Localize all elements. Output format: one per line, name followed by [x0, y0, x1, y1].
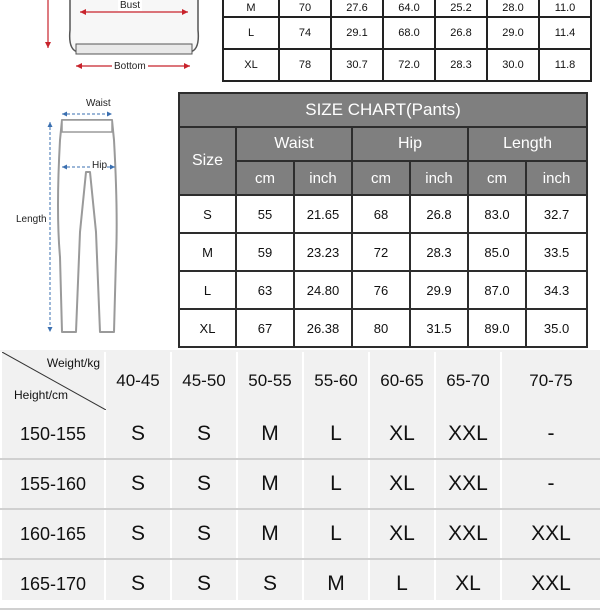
- size-cell: S: [105, 410, 171, 459]
- size-cell: L: [303, 459, 369, 509]
- size-cell: XL: [369, 509, 435, 559]
- bottom-label: Bottom: [114, 61, 146, 72]
- table-row: [179, 309, 587, 347]
- height-label: Height/cm: [14, 388, 69, 402]
- size-cell: S: [171, 459, 237, 509]
- value-cell: 63: [236, 271, 294, 309]
- unit-header: cm: [352, 161, 410, 195]
- value-cell: 89.0: [468, 309, 526, 347]
- value-cell: 68: [352, 195, 410, 233]
- table-row: [179, 271, 587, 309]
- weight-range-header: 65-70: [435, 352, 501, 410]
- weight-range-header: 45-50: [171, 352, 237, 410]
- value-cell: 87.0: [468, 271, 526, 309]
- height-range-cell: 160-165: [1, 509, 105, 559]
- value-cell: 28.3: [410, 233, 468, 271]
- table-row: [179, 233, 587, 271]
- value-cell: 78: [279, 49, 331, 81]
- unit-header: inch: [526, 161, 587, 195]
- hip-group-header: Hip: [352, 127, 468, 161]
- weight-range-header: 70-75: [501, 352, 600, 410]
- size-cell: L: [369, 559, 435, 609]
- value-cell: 23.23: [294, 233, 352, 271]
- value-cell: 26.38: [294, 309, 352, 347]
- weight-height-size-chart: [0, 352, 600, 610]
- weight-range-header: 55-60: [303, 352, 369, 410]
- bra-outline-illustration: [0, 0, 220, 80]
- weight-range-header: 40-45: [105, 352, 171, 410]
- size-cell: M: [237, 509, 303, 559]
- size-cell: L: [223, 17, 279, 49]
- value-cell: 70: [279, 0, 331, 17]
- size-cell: S: [105, 509, 171, 559]
- table-row: [223, 0, 591, 17]
- length-label: Length: [16, 214, 47, 225]
- size-cell: M: [303, 559, 369, 609]
- size-cell: M: [237, 410, 303, 459]
- corner-header: [1, 352, 105, 410]
- table-row: [1, 559, 600, 609]
- value-cell: 55: [236, 195, 294, 233]
- table-row: [1, 410, 600, 459]
- unit-header: cm: [236, 161, 294, 195]
- size-cell: M: [179, 233, 236, 271]
- value-cell: 64.0: [383, 0, 435, 17]
- value-cell: 26.8: [435, 17, 487, 49]
- table-row: [1, 459, 600, 509]
- size-cell: S: [171, 509, 237, 559]
- value-cell: 11.8: [539, 49, 591, 81]
- value-cell: 27.6: [331, 0, 383, 17]
- value-cell: 31.5: [410, 309, 468, 347]
- table-row: [179, 195, 587, 233]
- weight-range-header: 60-65: [369, 352, 435, 410]
- size-cell: XL: [369, 410, 435, 459]
- value-cell: 26.8: [410, 195, 468, 233]
- value-cell: 30.7: [331, 49, 383, 81]
- value-cell: 21.65: [294, 195, 352, 233]
- length-group-header: Length: [468, 127, 587, 161]
- size-cell: L: [179, 271, 236, 309]
- value-cell: 30.0: [487, 49, 539, 81]
- value-cell: 68.0: [383, 17, 435, 49]
- height-range-cell: 165-170: [1, 559, 105, 609]
- value-cell: 74: [279, 17, 331, 49]
- value-cell: 25.2: [435, 0, 487, 17]
- size-cell: XXL: [435, 459, 501, 509]
- hip-label: Hip: [92, 160, 108, 171]
- value-cell: 28.0: [487, 0, 539, 17]
- chart-title: SIZE CHART(Pants): [179, 93, 587, 127]
- value-cell: 83.0: [468, 195, 526, 233]
- size-cell: L: [303, 410, 369, 459]
- value-cell: 29.0: [487, 17, 539, 49]
- size-cell: S: [237, 559, 303, 609]
- size-cell: XL: [435, 559, 501, 609]
- value-cell: 33.5: [526, 233, 587, 271]
- value-cell: 24.80: [294, 271, 352, 309]
- size-cell: -: [501, 459, 600, 509]
- size-cell: XL: [223, 49, 279, 81]
- weight-label: Weight/kg: [46, 356, 100, 370]
- value-cell: 59: [236, 233, 294, 271]
- value-cell: 67: [236, 309, 294, 347]
- waist-label: Waist: [86, 98, 111, 109]
- size-column-header: Size: [179, 127, 236, 195]
- table-row: [223, 49, 591, 81]
- value-cell: 35.0: [526, 309, 587, 347]
- pants-diagram: [0, 92, 175, 347]
- table-row: [1, 509, 600, 559]
- size-cell: M: [223, 0, 279, 17]
- height-range-cell: 155-160: [1, 459, 105, 509]
- unit-header: cm: [468, 161, 526, 195]
- size-cell: XXL: [501, 509, 600, 559]
- height-range-cell: 150-155: [1, 410, 105, 459]
- value-cell: 32.7: [526, 195, 587, 233]
- value-cell: 80: [352, 309, 410, 347]
- value-cell: 29.9: [410, 271, 468, 309]
- waist-group-header: Waist: [236, 127, 352, 161]
- table-row: [223, 17, 591, 49]
- value-cell: 29.1: [331, 17, 383, 49]
- value-cell: 85.0: [468, 233, 526, 271]
- size-cell: XL: [179, 309, 236, 347]
- top-size-table: [222, 0, 592, 82]
- size-cell: S: [171, 410, 237, 459]
- size-cell: S: [171, 559, 237, 609]
- value-cell: 11.0: [539, 0, 591, 17]
- bra-diagram: [0, 0, 220, 80]
- value-cell: 11.4: [539, 17, 591, 49]
- pants-size-chart: [178, 92, 588, 348]
- size-cell: XXL: [435, 509, 501, 559]
- size-cell: -: [501, 410, 600, 459]
- weight-range-header: 50-55: [237, 352, 303, 410]
- value-cell: 72: [352, 233, 410, 271]
- value-cell: 76: [352, 271, 410, 309]
- size-cell: S: [105, 559, 171, 609]
- value-cell: 34.3: [526, 271, 587, 309]
- value-cell: 28.3: [435, 49, 487, 81]
- size-cell: M: [237, 459, 303, 509]
- size-cell: L: [303, 509, 369, 559]
- bust-label: Bust: [120, 0, 141, 11]
- size-cell: XXL: [435, 410, 501, 459]
- size-cell: S: [105, 459, 171, 509]
- value-cell: 72.0: [383, 49, 435, 81]
- size-cell: S: [179, 195, 236, 233]
- size-cell: XXL: [501, 559, 600, 609]
- unit-header: inch: [294, 161, 352, 195]
- size-cell: XL: [369, 459, 435, 509]
- unit-header: inch: [410, 161, 468, 195]
